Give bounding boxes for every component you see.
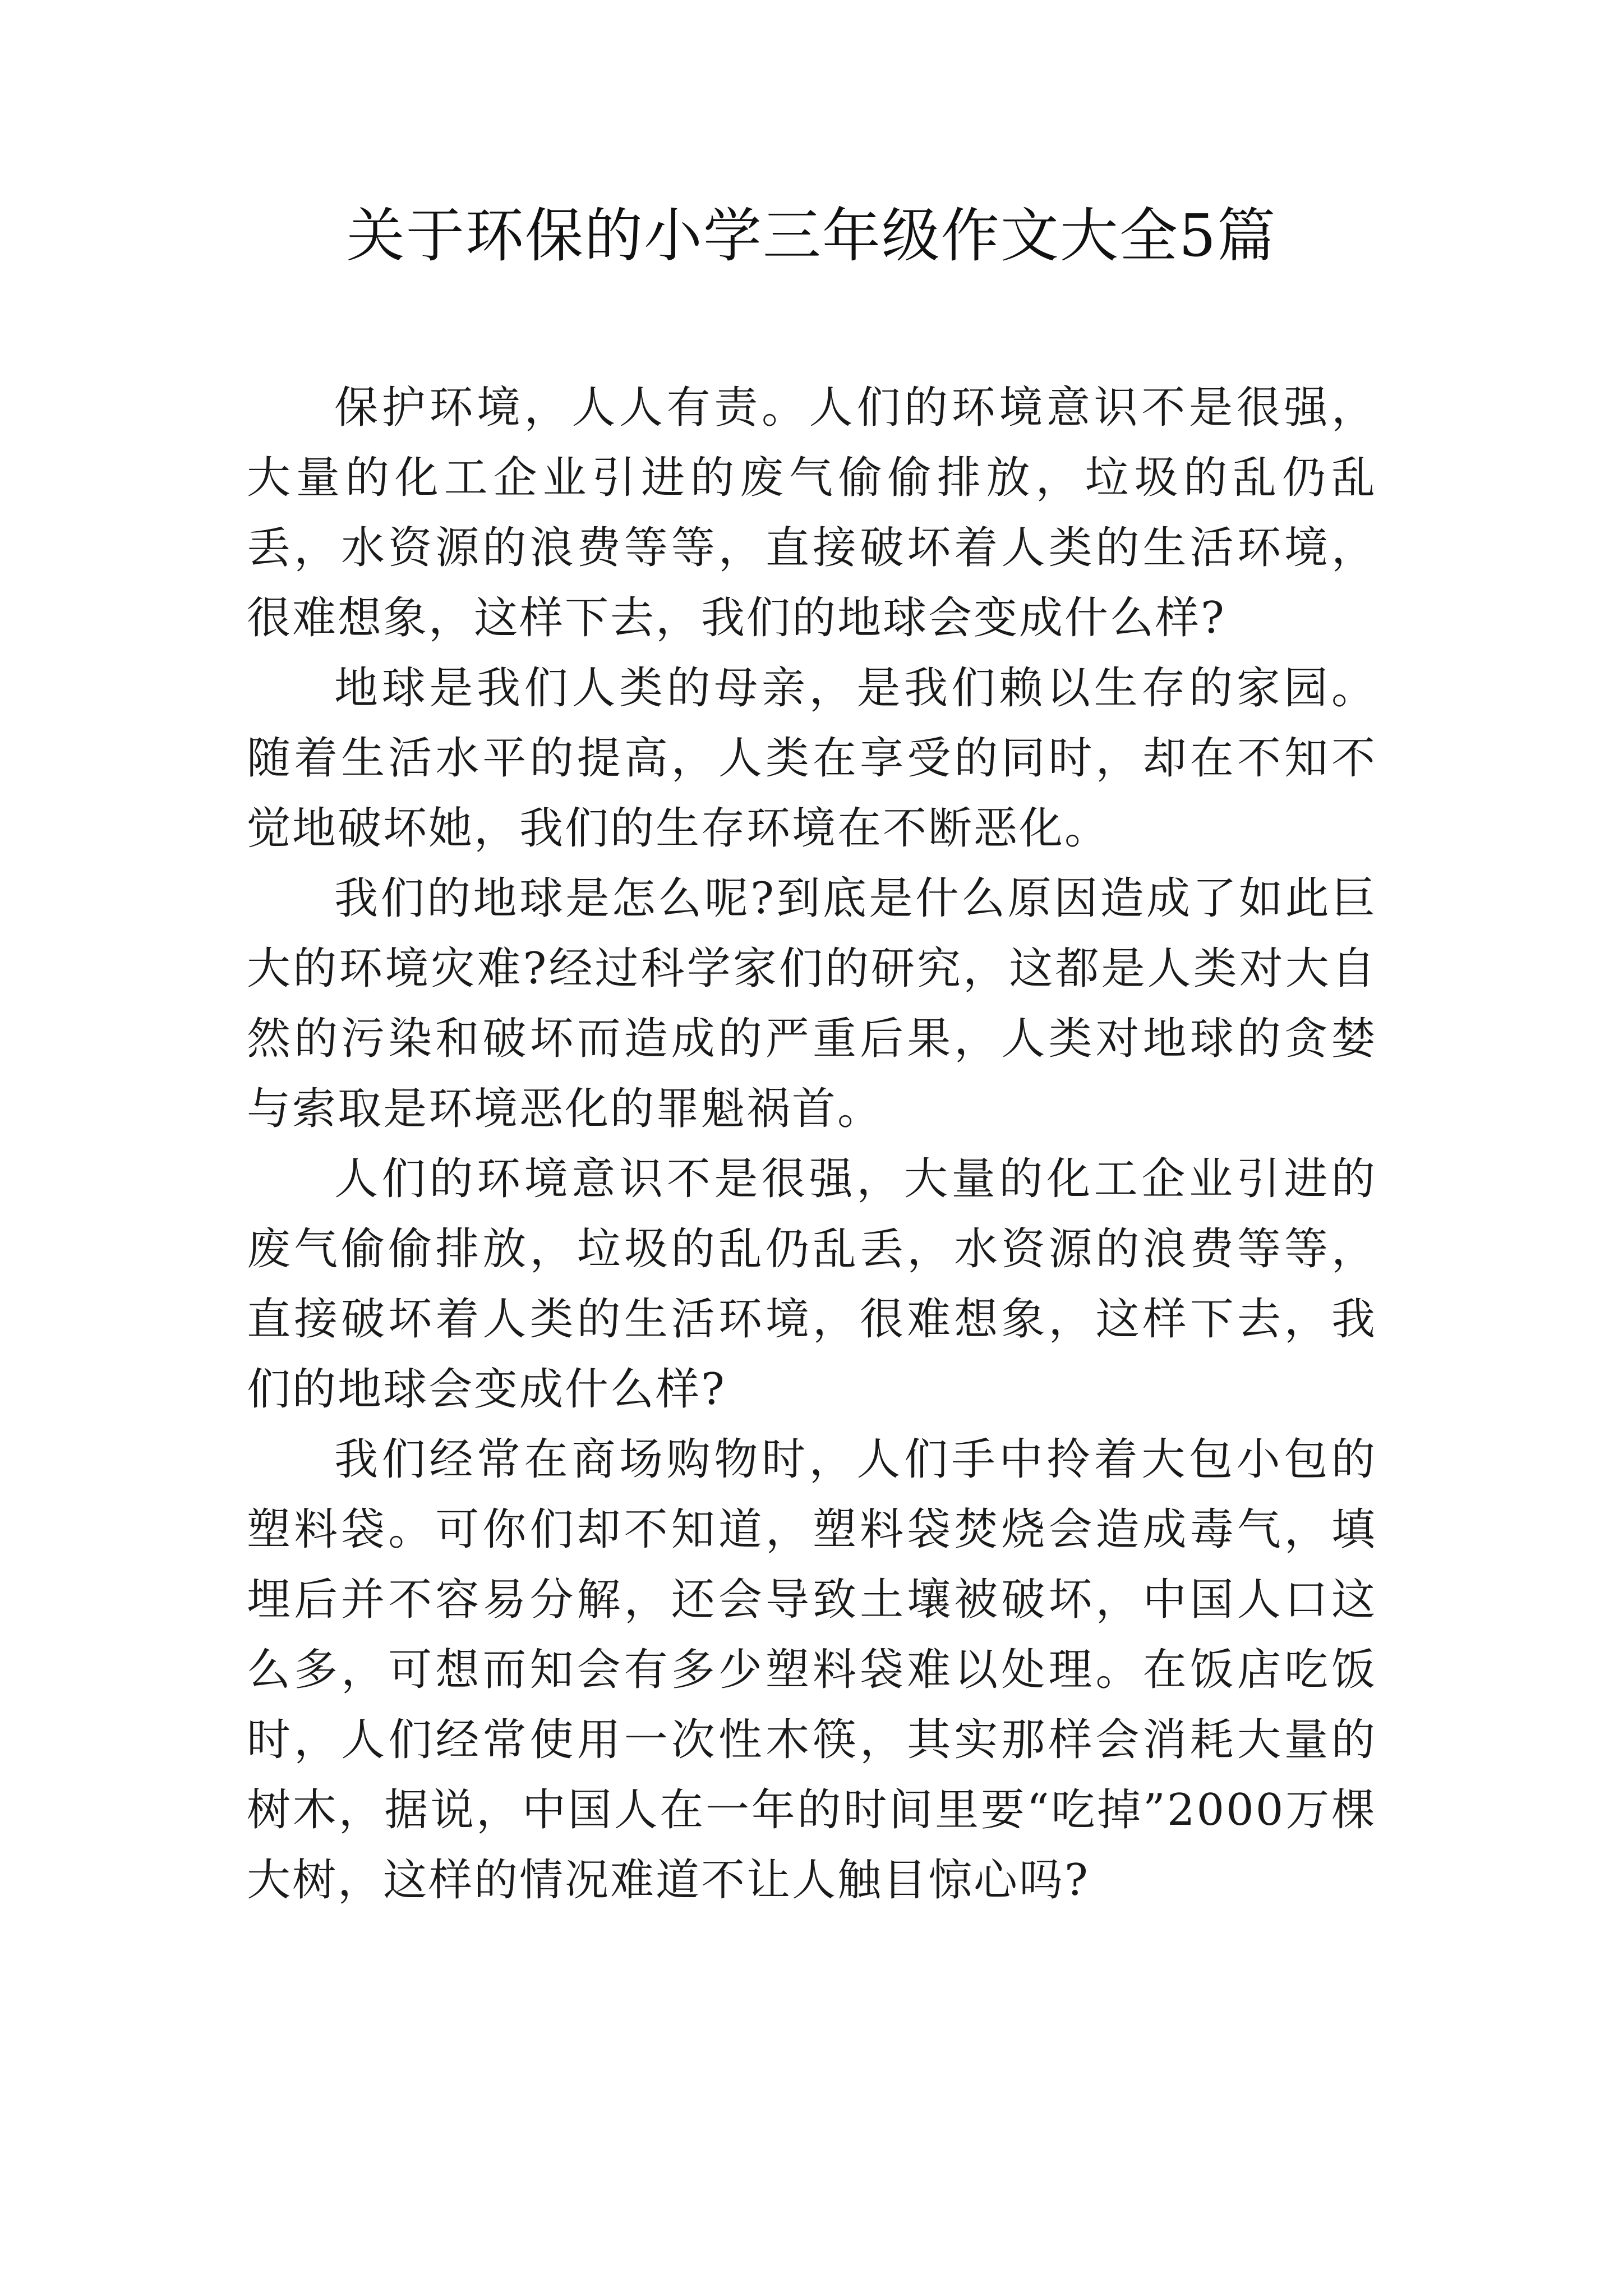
paragraph-4: 人们的环境意识不是很强，大量的化工企业引进的废气偷偷排放，垃圾的乱仍乱丢，水资源的浪费等等，直接破坏着人类的生活环境，很难想象，这样下去，我们的地球会变成什么样? [247,1154,1377,1415]
paragraph-1: 保护环境，人人有责。人们的环境意识不是很强，大量的化工企业引进的废气偷偷排放，垃圾的乱仍乱丢，水资源的浪费等等，直接破坏着人类的生活环境，很难想象，这样下去，我们的地球会变成什么样? [247,383,1377,643]
paragraph-5: 我们经常在商场购物时，人们手中拎着大包小包的塑料袋。可你们却不知道，塑料袋焚烧会造成毒气，填埋后并不容易分解，还会导致土壤被破坏，中国人口这么多，可想而知会有多少塑料袋难以处理。在饭店吃饭时，人们经常使用一次性木筷，其实那样会消耗大量的树木，据说，中国人在一年的时间里要“吃掉”2000万棵大树，这样的情况难道不让人触目惊心吗? [247,1434,1377,1906]
paragraph-2: 地球是我们人类的母亲，是我们赖以生存的家园。随着生活水平的提高，人类在享受的同时，却在不知不觉地破坏她，我们的生存环境在不断恶化。 [247,663,1377,854]
document-body [247,373,1377,1916]
document-title: 关于环保的小学三年级作文大全5篇 [346,201,1277,270]
paragraph-3: 我们的地球是怎么呢?到底是什么原因造成了如此巨大的环境灾难?经过科学家们的研究，这都是人类对大自然的污染和破坏而造成的严重后果，人类对地球的贪婪与索取是环境恶化的罪魁祸首。 [247,873,1377,1134]
